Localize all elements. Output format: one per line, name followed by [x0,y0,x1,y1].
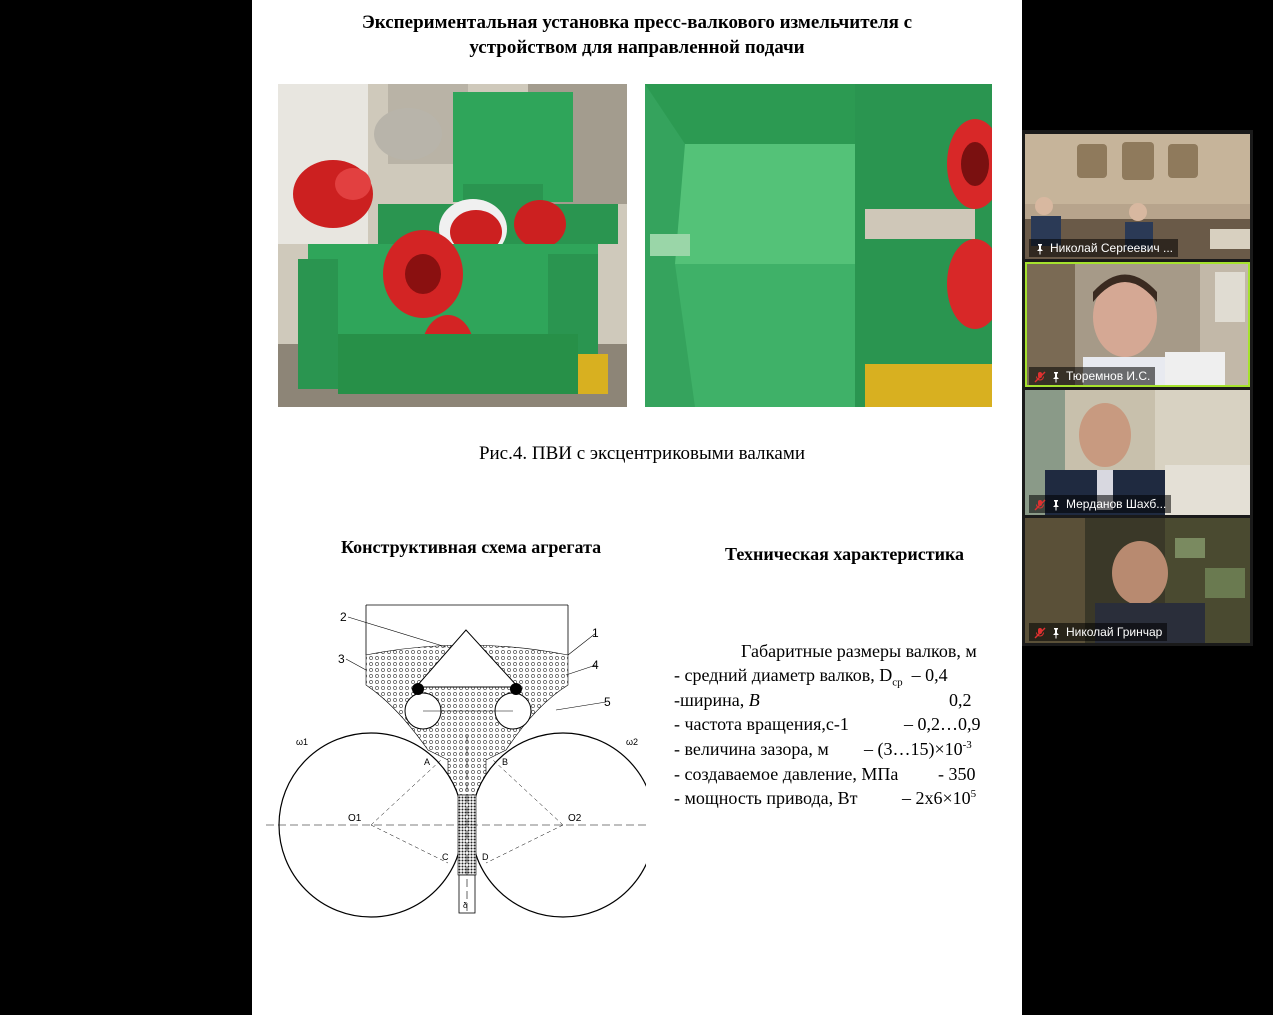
participant-name: Николай Сергеевич ... [1050,241,1174,255]
figure-caption: Рис.4. ПВИ с эксцентриковыми валками [478,443,806,464]
label-1: 1 [592,626,599,640]
participant-name: Тюремнов И.С. [1066,369,1151,383]
label-3: 3 [338,652,345,666]
muted-microphone-icon [1034,370,1046,382]
spec-power-value: – $2х6\times 10^5$ [902,788,977,808]
participant-name: Мерданов Шахб... [1066,497,1167,511]
label-5: 5 [604,695,611,709]
label-w1: ω1 [296,737,309,747]
spec-gap-value: – $(3\dots 15)\times 10^{-3}$ [864,739,972,759]
spec-rpm: - частота вращения,с-1 [674,714,849,734]
label-o1: O1 [348,813,362,824]
video-tile-participant-4[interactable] [1025,518,1250,643]
spec-dims-title: Габаритные размеры валков, м [741,641,977,661]
label-2: 2 [340,610,347,624]
slide-title-line2: устройством для направленной подачи [469,37,805,58]
construction-scheme-diagram [266,595,646,920]
participant-name-tag [1029,495,1171,513]
machine-photo-closeup [645,84,992,407]
spec-heading: Техническая характеристика [725,544,965,564]
slide-title-line1: Экспериментальная установка пресс-валкового измельчителя с [361,12,913,33]
participant-name-tag [1029,239,1178,257]
video-tile-participant-2[interactable] [1025,262,1250,387]
participant-name-tag [1029,367,1155,385]
participant-name: Николай Гринчар [1066,625,1163,639]
label-delta: δ [463,901,468,910]
label-w2: ω2 [626,737,639,747]
video-tile-participant-1[interactable] [1025,134,1250,259]
label-o2: O2 [568,813,582,824]
muted-microphone-icon [1034,626,1046,638]
machine-photo-overview [278,84,627,407]
video-gallery [1022,130,1253,646]
spec-diameter: - средний диаметр валков, $D_{ср} - 0,4$ [674,665,948,689]
muted-microphone-icon [1034,498,1046,510]
label-b: B [502,757,509,767]
slide-title [312,10,962,60]
pin-icon [1050,498,1062,510]
participant-name-tag [1029,623,1167,641]
spec-pressure-value: - 350 [938,764,976,784]
video-tile-participant-3[interactable] [1025,390,1250,515]
spec-width: -ширина, B [674,690,760,710]
spec-power: - мощность привода, Вт [674,788,858,808]
spec-pressure: - создаваемое давление, МПа [674,764,899,784]
spec-rpm-value: – 0,2…0,9 [904,714,981,734]
pin-icon [1050,370,1062,382]
pin-icon [1050,626,1062,638]
label-4: 4 [592,658,599,672]
label-a: A [424,757,431,767]
spec-gap: - величина зазора, м [674,739,829,759]
label-d: D [482,852,489,862]
spec-width-value: 0,2 [949,690,972,710]
pin-icon [1034,242,1046,254]
label-c: C [442,852,449,862]
scheme-heading: Конструктивная схема агрегата [341,537,602,557]
presentation-slide [252,0,1022,1015]
